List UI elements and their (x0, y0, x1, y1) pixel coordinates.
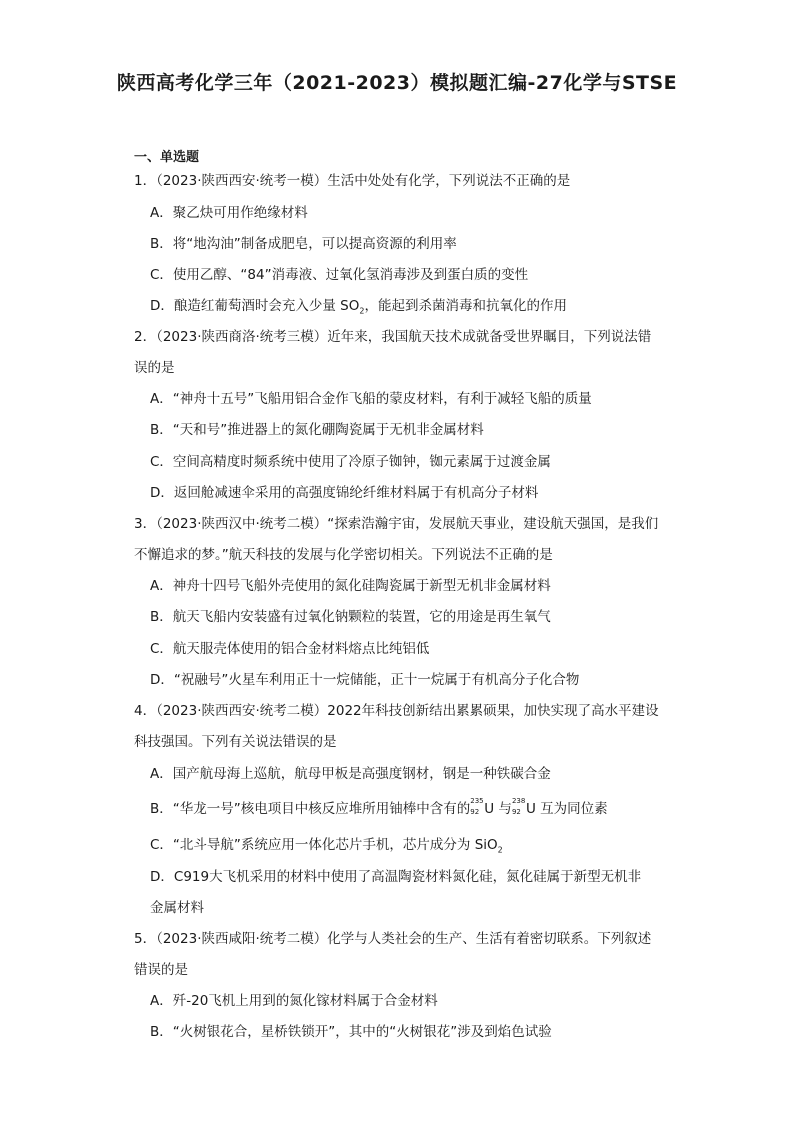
question-3-option-d: D．“祝融号”火星车利用正十一烷储能，正十一烷属于有机高分子化合物 (150, 672, 580, 688)
question-1-option-b: B．将“地沟油”制备成肥皂，可以提高资源的利用率 (150, 236, 457, 252)
question-4-stem-line-1: 4．（2023·陕西西安·统考二模）2022年科技创新结出累累硕果，加快实现了高水平建设 (134, 703, 659, 719)
isotope-u238-notation: 238 92 (511, 797, 526, 816)
question-3-option-a: A．神舟十四号飞船外壳使用的氮化硅陶瓷属于新型无机非金属材料 (150, 578, 551, 594)
question-4-option-a: A．国产航母海上巡航，航母甲板是高强度钢材，钢是一种铁碳合金 (150, 766, 551, 782)
question-2-option-a: A．“神舟十五号”飞船用铝合金作飞船的蒙皮材料，有利于减轻飞船的质量 (150, 391, 592, 407)
question-2-stem-line-1: 2．（2023·陕西商洛·统考三模）近年来，我国航天技术成就备受世界瞩目，下列说法错 (134, 329, 652, 345)
question-5-option-a: A．歼-20飞机上用到的氮化镓材料属于合金材料 (150, 993, 438, 1009)
question-2-option-d: D．返回舱减速伞采用的高强度锦纶纤维材料属于有机高分子材料 (150, 485, 539, 501)
question-3-stem-line-1: 3．（2023·陕西汉中·统考二模）“探索浩瀚宇宙，发展航天事业，建设航天强国，是我们 (134, 516, 659, 532)
question-4-option-d-line-2: 金属材料 (150, 900, 204, 916)
question-1-option-a: A．聚乙炔可用作绝缘材料 (150, 205, 308, 221)
question-5-stem-line-1: 5．（2023·陕西咸阳·统考二模）化学与人类社会的生产、生活有着密切联系。下列叙述 (134, 931, 652, 947)
question-1-option-c: C．使用乙醇、“84”消毒液、过氧化氢消毒涉及到蛋白质的变性 (150, 267, 529, 283)
question-3-option-c: C．航天服壳体使用的铝合金材料熔点比纯铝低 (150, 641, 430, 657)
question-5-stem-line-2: 错误的是 (134, 962, 188, 978)
question-2-option-c: C．空间高精度时频系统中使用了冷原子铷钟，铷元素属于过渡金属 (150, 454, 551, 470)
question-4-option-c: C．“北斗导航”系统应用一体化芯片手机，芯片成分为 SiO$_2$ (150, 837, 503, 855)
section-heading: 一、单选题 (134, 150, 200, 165)
question-4-option-d-line-1: D．C919大飞机采用的材料中使用了高温陶瓷材料氮化硅，氮化硅属于新型无机非 (150, 869, 642, 885)
question-2-stem-line-2: 误的是 (134, 360, 175, 376)
question-3-option-b: B．航天飞船内安装盛有过氧化钠颗粒的装置，它的用途是再生氧气 (150, 609, 551, 625)
question-3-stem-line-2: 不懈追求的梦。”航天科技的发展与化学密切相关。下列说法不正确的是 (134, 547, 553, 563)
question-1-stem: 1．（2023·陕西西安·统考一模）生活中处处有化学，下列说法不正确的是 (134, 173, 571, 189)
document-title: 陕西高考化学三年（2021-2023）模拟题汇编-27化学与STSE (116, 72, 678, 94)
question-4-option-b: B．“华龙一号”核电项目中核反应堆所用铀棒中含有的 235 92 U 与 238 92 U 互为同位素 (150, 797, 608, 817)
question-4-stem-line-2: 科技强国。下列有关说法错误的是 (134, 734, 337, 750)
question-1-option-d: D．酿造红葡萄酒时会充入少量 $SO_2$，能起到杀菌消毒和抗氧化的作用 (150, 298, 567, 316)
isotope-u235-notation: 235 92 (470, 797, 484, 816)
question-5-option-b: B．“火树银花合，星桥铁锁开”，其中的“火树银花”涉及到焰色试验 (150, 1024, 552, 1040)
question-2-option-b: B．“天和号”推进器上的氮化硼陶瓷属于无机非金属材料 (150, 422, 484, 438)
